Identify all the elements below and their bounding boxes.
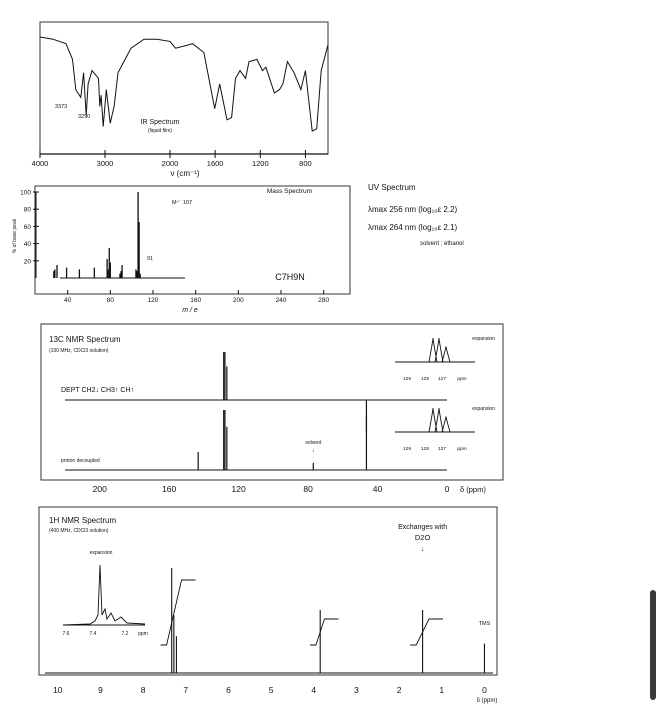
ir-spectrum-panel — [0, 0, 330, 178]
h1-integral — [410, 619, 443, 645]
uv-spectrum-panel — [360, 178, 500, 258]
ir-x-tick-label: 3000 — [96, 159, 114, 168]
ms-x-tick-label: 160 — [190, 297, 202, 304]
c13-solvent-label: solvent — [305, 440, 322, 446]
h1-annotation-tms: TMS — [478, 621, 491, 627]
ms-x-tick-label: 280 — [318, 297, 330, 304]
c13-expansion-tick-label: 127 — [437, 447, 447, 452]
ms-x-tick-label: 240 — [275, 297, 287, 304]
c13-subtitle: (100 MHz, CDCl3 solution) — [49, 348, 109, 354]
ms-formula: C7H9N — [275, 272, 305, 282]
h1-x-tick-label: 1 — [439, 685, 445, 695]
h1-integral — [161, 580, 196, 645]
ms-y-tick-label: 100 — [20, 189, 31, 197]
h1-expansion-tick-label: 7.6 — [62, 631, 70, 637]
ms-y-tick-label: 40 — [23, 241, 31, 249]
h1-nmr-panel — [35, 505, 500, 704]
c13-expansion-peak — [442, 346, 450, 362]
h1-x-tick-label: 10 — [53, 685, 63, 695]
c13-nmr-panel — [35, 322, 505, 500]
h1-annotation-arrow: ↓ — [420, 546, 425, 553]
ms-x-tick-label: 120 — [147, 297, 159, 304]
ms-annotation-molecular-ion: M⁺˙ 107 — [172, 200, 193, 206]
ms-y-tick-label: 20 — [23, 258, 31, 266]
ir-x-tick-label: 1600 — [206, 159, 224, 168]
ms-y-tick-label: 80 — [23, 206, 31, 214]
c13-expansion-label: expansion — [472, 336, 495, 342]
h1-annotation-exchanges: Exchanges with — [398, 524, 448, 531]
c13-x-tick-label: 80 — [303, 484, 313, 494]
c13-expansion-tick-label: 128 — [420, 447, 430, 452]
c13-x-axis-label: δ (ppm) — [460, 485, 486, 494]
ir-x-tick-label: 2000 — [161, 159, 179, 168]
ms-x-tick-label: 40 — [64, 297, 72, 304]
c13-nmr-chart — [35, 322, 505, 500]
uv-line-1: λmax 256 nm (log₁₀ε 2.2) — [368, 205, 458, 214]
c13-expansion-tick-label: ppm — [457, 447, 467, 452]
h1-expansion-label: expansion — [89, 550, 113, 556]
c13-frame — [41, 324, 503, 480]
page-scrollbar[interactable] — [650, 590, 656, 700]
h1-expansion-tick-label: 7.2 — [121, 631, 129, 637]
h1-x-axis-label: δ (ppm) — [476, 698, 498, 704]
h1-annotation-d2o: D2O — [414, 533, 431, 542]
c13-expansion-tick-label: 129 — [402, 377, 412, 382]
mass-spectrum-chart — [0, 178, 360, 318]
h1-nmr-chart — [35, 505, 500, 704]
ir-title: IR Spectrum — [140, 119, 180, 126]
h1-x-tick-label: 4 — [311, 685, 317, 695]
ms-y-axis-label: % of base peak — [12, 218, 18, 254]
c13-title: 13C NMR Spectrum — [49, 335, 121, 344]
c13-expansion-tick-label: 128 — [420, 377, 430, 382]
mass-spectrum-panel — [0, 178, 360, 318]
h1-expansion-tick-label: ppm — [138, 631, 148, 637]
h1-x-tick-label: 8 — [140, 685, 146, 695]
c13-x-tick-label: 120 — [231, 484, 246, 494]
h1-integral — [310, 619, 339, 645]
ir-x-tick-label: 800 — [299, 159, 312, 168]
ir-peak-label: 3290 — [78, 114, 91, 120]
c13-x-tick-label: 40 — [372, 484, 383, 494]
h1-x-tick-label: 3 — [354, 685, 359, 695]
c13-expansion-tick-label: 129 — [402, 447, 412, 452]
h1-x-tick-label: 0 — [482, 685, 487, 695]
c13-expansion-peak — [442, 416, 450, 432]
h1-expansion-trace — [63, 565, 145, 625]
ms-annotation-91: 91 — [147, 256, 154, 262]
ms-x-tick-label: 80 — [106, 297, 114, 304]
c13-solvent-arrow: ↓ — [311, 448, 315, 454]
h1-subtitle: (400 MHz, CDCl3 solution) — [49, 528, 109, 534]
ir-spectrum-chart — [0, 0, 330, 178]
uv-title: UV Spectrum — [368, 183, 416, 192]
c13-pd-label: proton decoupled — [61, 458, 100, 464]
ir-frame — [40, 22, 328, 154]
ir-x-tick-label: 1200 — [251, 159, 269, 168]
ir-subtitle: (liquid film) — [147, 128, 173, 134]
h1-x-tick-label: 7 — [183, 685, 189, 695]
c13-dept-label: DEPT CH2↓ CH3↑ CH↑ — [61, 387, 134, 394]
h1-title: 1H NMR Spectrum — [49, 516, 117, 525]
c13-expansion-tick-label: ppm — [457, 377, 467, 382]
uv-solvent: solvent : ethanol — [420, 241, 464, 247]
c13-x-tick-label: 200 — [92, 484, 107, 494]
ms-x-axis-label: m / e — [182, 307, 198, 314]
c13-x-tick-label: 0 — [444, 484, 450, 494]
h1-x-tick-label: 6 — [226, 685, 231, 695]
h1-x-tick-label: 9 — [98, 685, 103, 695]
h1-expansion-tick-label: 7.4 — [89, 631, 97, 637]
uv-line-2: λmax 264 nm (log₁₀ε 2.1) — [368, 223, 458, 232]
ir-peak-label: 3373 — [55, 104, 68, 110]
ir-x-tick-label: 4000 — [31, 159, 49, 168]
h1-x-tick-label: 2 — [396, 685, 402, 695]
c13-expansion-label: expansion — [472, 406, 495, 412]
ms-title: Mass Spectrum — [266, 188, 312, 195]
ms-y-tick-label: 60 — [23, 223, 31, 231]
c13-x-tick-label: 160 — [162, 484, 177, 494]
c13-expansion-tick-label: 127 — [437, 377, 447, 382]
ms-x-tick-label: 200 — [232, 297, 244, 304]
ir-x-axis-label: ν (cm⁻¹) — [170, 169, 200, 178]
h1-x-tick-label: 5 — [268, 685, 274, 695]
